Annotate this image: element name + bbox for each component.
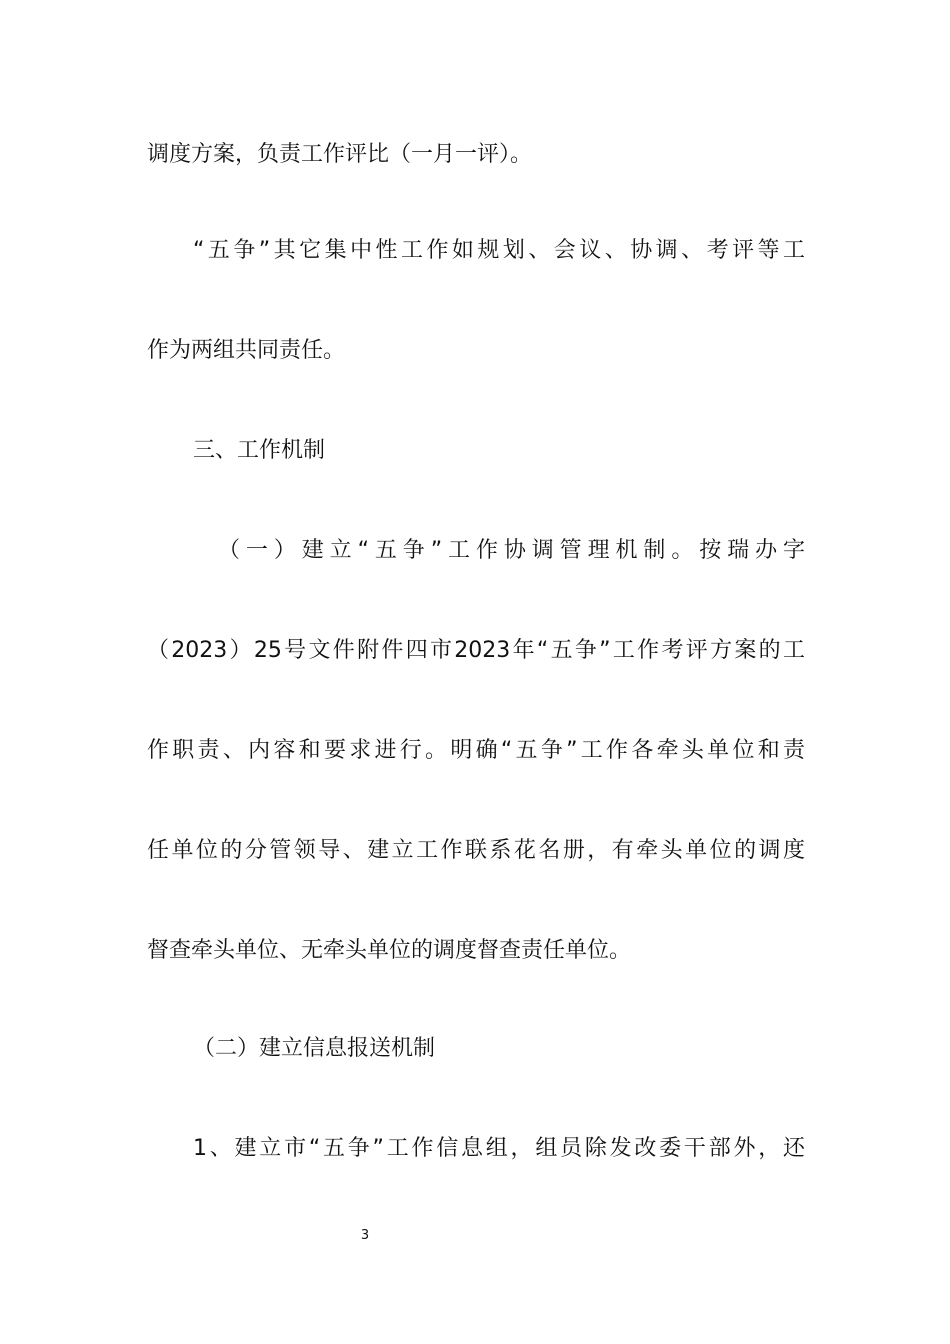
- text-line-2: “五争”其它集中性工作如规划、会议、协调、考评等工: [193, 238, 805, 263]
- page-number: 3: [360, 1228, 370, 1243]
- text-line-5: （一）建立“五争”工作协调管理机制。按瑞办字: [218, 538, 805, 563]
- text-line-11: 1、建立市“五争”工作信息组，组员除发改委干部外，还: [193, 1136, 805, 1161]
- text-line-8: 任单位的分管领导、建立工作联系花名册，有牵头单位的调度: [147, 838, 805, 863]
- subsection-heading-info-reporting: （二）建立信息报送机制: [193, 1036, 436, 1061]
- text-line-3: 作为两组共同责任。: [147, 338, 346, 363]
- text-line-7: 作职责、内容和要求进行。明确“五争”工作各牵头单位和责: [147, 738, 805, 763]
- text-line-1: 调度方案，负责工作评比（一月一评）。: [147, 142, 533, 167]
- text-line-9: 督查牵头单位、无牵头单位的调度督查责任单位。: [147, 938, 632, 963]
- section-heading-work-mechanism: 三、工作机制: [193, 438, 326, 463]
- text-line-6: （2023）25号文件附件四市2023年“五争”工作考评方案的工: [147, 638, 805, 663]
